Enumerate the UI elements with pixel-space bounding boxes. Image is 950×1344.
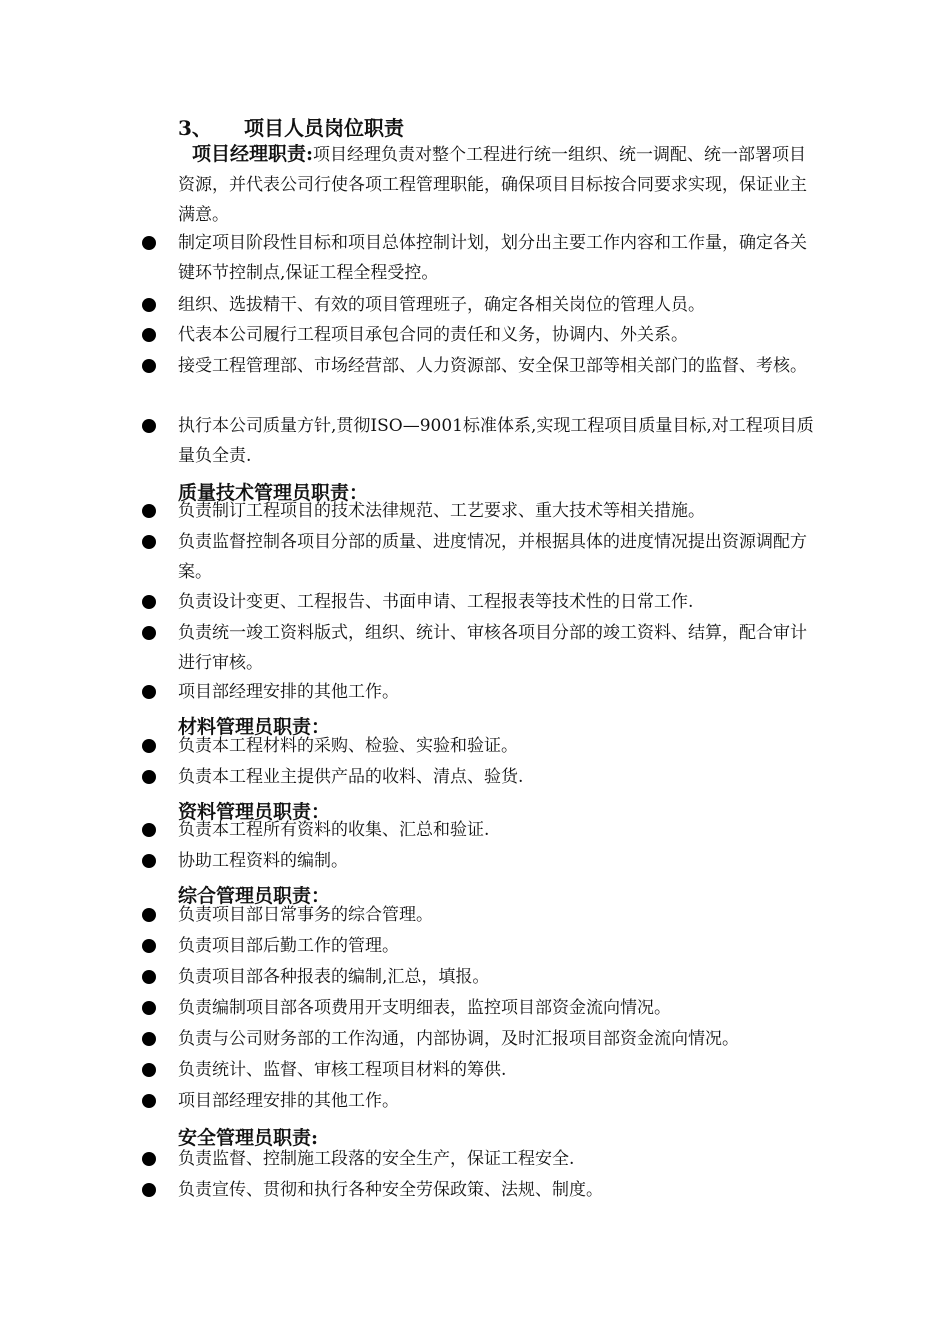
bullet-icon xyxy=(142,419,156,433)
bullet-icon xyxy=(142,770,156,784)
bullet-icon xyxy=(142,1183,156,1197)
bullet-icon xyxy=(142,535,156,549)
bullet-icon xyxy=(142,823,156,837)
bullet-icon xyxy=(142,1032,156,1046)
bullet-icon xyxy=(142,1063,156,1077)
bullet-icon xyxy=(142,298,156,312)
bullet-icon xyxy=(142,685,156,699)
quality-heading: 质量技术管理员职责： xyxy=(178,482,369,504)
docs-heading: 资料管理员职责： xyxy=(178,801,331,823)
bullet-icon xyxy=(142,359,156,373)
section-title-text: 项目人员岗位职责 xyxy=(244,116,404,140)
bullet-icon xyxy=(142,504,156,518)
bullet-icon xyxy=(142,970,156,984)
bullet-icon xyxy=(142,1001,156,1015)
safety-heading: 安全管理员职责: xyxy=(178,1127,319,1149)
bullet-icon xyxy=(142,739,156,753)
pm-intro xyxy=(178,139,818,230)
bullet-icon xyxy=(142,236,156,250)
section-title xyxy=(178,112,404,141)
material-heading: 材料管理员职责： xyxy=(178,716,331,738)
section-number: 3、 xyxy=(178,116,212,140)
bullet-icon xyxy=(142,854,156,868)
bullet-icon xyxy=(142,1094,156,1108)
bullet-icon xyxy=(142,328,156,342)
bullet-icon xyxy=(142,626,156,640)
bullet-icon xyxy=(142,595,156,609)
pm-heading: 项目经理职责: xyxy=(192,143,314,165)
pm-intro-text: 项目经理负责对整个工程进行统一组织、统一调配、统一部署项目资源，并代表公司行使各项工程管理职能，确保项目目标按合同要求实现，保证业主满意。 xyxy=(178,145,807,225)
document-page: 3、 项目人员岗位职责 项目经理职责:项目经理负责对整个工程进行统一组织、统一调配、统一部署项目资源，并代表公司行使各项工程管理职能，确保项目目标按合同要求实现，保证业主满意。 制定项目阶段性目标和项目总体控制计划，划分出主要工作内容和工作量，确定各关键环节控制点,保证工程全程受控。 组织、选拔精干、有效的项目管理班子，确定各相关岗位的管理人员。 代表本公司履行工程项目承包合同的责任和义务，协调内、外关系。 接受工程管理部、市场经营部、人力资源部、安全保卫部等相关部门的监督、考核。 执行本公司质量方针,贯彻ISO—9001标准体系,实现工程项目质量目标,对工程项目质量负全责. 质量技术管理员职责： 负责制订工程项目的技术法律规范、工艺要求、重大技术等相关措施。 负责监督控制各项目分部的质量、进度情况，并根据具体的进度情况提出资源调配方案。 负责设计变更、工程报告、书面申请、工程报表等技术性的日常工作. 负责统一竣工资料版式，组织、统计、审核各项目分部的竣工资料、结算，配合审计进行审核。 项目部经理安排的其他工作。 材料管理员职责： 负责本工程材料的采购、检验、实验和验证。 负责本工程业主提供产品的收料、清点、验货. 资料管理员职责： 负责本工程所有资料的收集、汇总和验证. 协助工程资料的编制。 综合管理员职责： 负责项目部日常事务的综合管理。 负责项目部后勤工作的管理。 负责项目部各种报表的编制,汇总，填报。 负责编制项目部各项费用开支明细表，监控项目部资金流向情况。 负责与公司财务部的工作沟通，内部协调，及时汇报项目部资金流向情况。 负责统计、监督、审核工程项目材料的筹供. 项目部经理安排的其他工作。 安全管理员职责: 负责监督、控制施工段落的安全生产，保证工程安全. 负责宣传、贯彻和执行各种安全劳保政策、法规、制度。 xyxy=(0,0,950,1344)
general-heading: 综合管理员职责： xyxy=(178,885,331,907)
bullet-icon xyxy=(142,939,156,953)
bullet-icon xyxy=(142,1152,156,1166)
bullet-icon xyxy=(142,908,156,922)
